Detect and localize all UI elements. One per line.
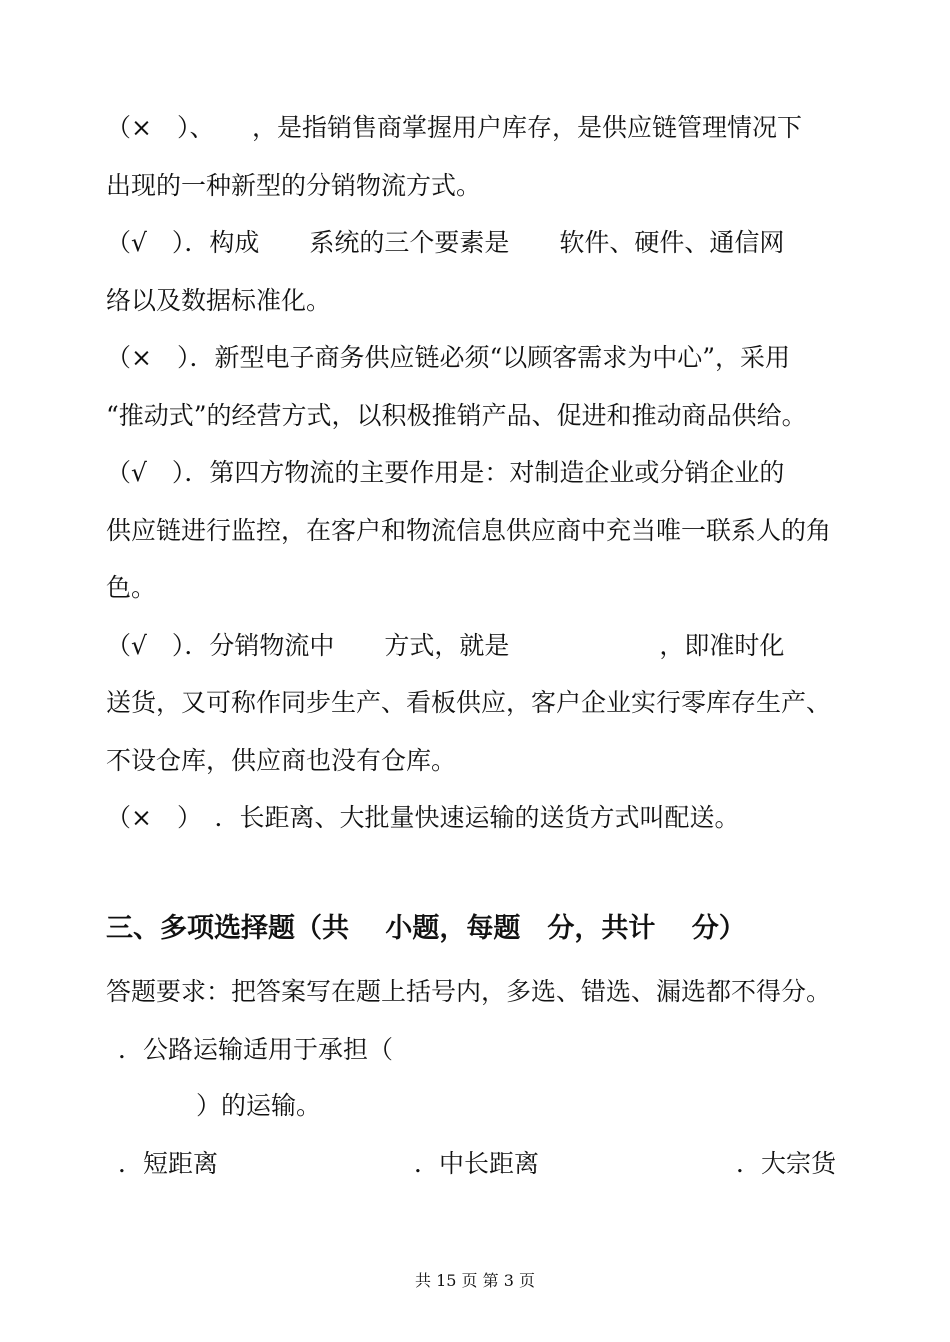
question-text: ．公路运输适用于承担（ xyxy=(118,1035,394,1064)
line-6: “推动式”的经营方式，以积极推销产品、促进和推动商品供给。 xyxy=(106,401,807,430)
line-1: （× ）、 ，是指销售商掌握用户库存，是供应链管理情况下 xyxy=(106,113,802,142)
line-9: 色。 xyxy=(106,573,157,602)
line-8: 供应链进行监控，在客户和物流信息供应商中充当唯一联系人的角 xyxy=(106,516,832,545)
line-13: （× ） ．长距离、大批量快速运输的送货方式叫配送。 xyxy=(106,803,740,832)
option-a: ．短距离 xyxy=(118,1149,219,1178)
line-3: （√ ）．构成 系统的三个要素是 软件、硬件、通信网 xyxy=(106,228,785,257)
option-b: ．中长距离 xyxy=(414,1149,540,1178)
section-heading: 三、多项选择题（共 小题，每题 分，共计 分） xyxy=(106,913,746,944)
line-11: 送货，又可称作同步生产、看板供应，客户企业实行零库存生产、 xyxy=(106,688,832,717)
line-5: （× ）．新型电子商务供应链必须“以顾客需求为中心”，采用 xyxy=(106,343,791,372)
question-continuation: ）的运输。 xyxy=(196,1091,322,1120)
line-4: 络以及数据标准化。 xyxy=(106,286,332,315)
answer-instruction: 答题要求：把答案写在题上括号内，多选、错选、漏选都不得分。 xyxy=(106,977,832,1006)
line-2: 出现的一种新型的分销物流方式。 xyxy=(106,171,482,200)
line-10: （√ ）．分销物流中 方式，就是 ，即准时化 xyxy=(106,631,785,660)
page-footer: 共 15 页 第 3 页 xyxy=(415,1271,535,1290)
line-7: （√ ）．第四方物流的主要作用是：对制造企业或分销企业的 xyxy=(106,458,785,487)
option-c: ．大宗货 xyxy=(736,1149,837,1178)
line-12: 不设仓库，供应商也没有仓库。 xyxy=(106,746,457,775)
